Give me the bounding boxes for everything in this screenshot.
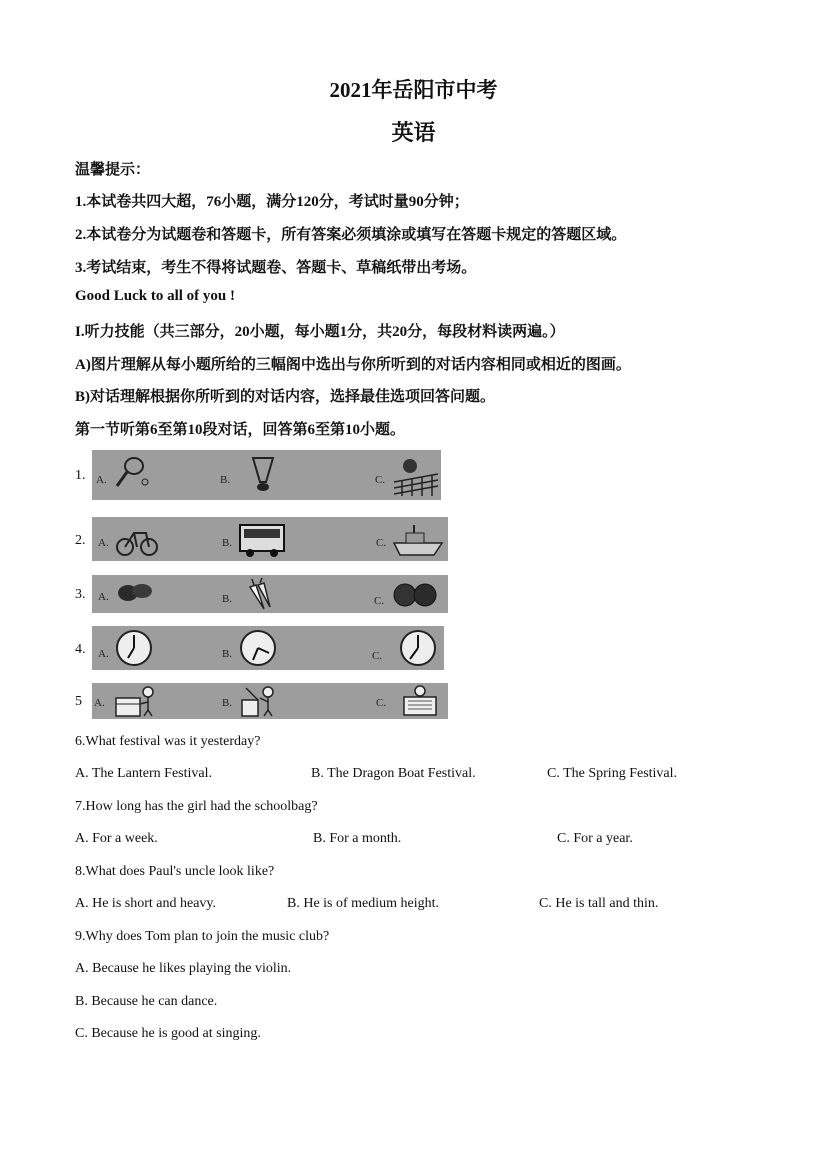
picture-question-number: 1.	[75, 468, 86, 483]
answer-option: B. Because he can dance.	[75, 994, 218, 1009]
picture-strip-1	[92, 450, 441, 500]
part-a-instructions: A)图片理解从每小题所给的三幅阁中选出与你所听到的对话内容相同或相近的图画。	[75, 357, 631, 373]
playing-piano-icon	[114, 684, 156, 718]
picture-question-number: 3.	[75, 587, 86, 602]
reading-newspaper-icon	[398, 684, 442, 718]
option-label: A.	[94, 697, 105, 709]
option-label: C.	[372, 650, 383, 662]
answer-option: B. The Dragon Boat Festival.	[311, 766, 476, 781]
part-b-instructions: B)对话理解根据你所听到的对话内容，选择最佳选项回答问题。	[75, 389, 496, 405]
option-label: A.	[98, 648, 109, 660]
question-stem: 9.Why does Tom plan to join the music club?	[75, 929, 330, 944]
carrots-icon	[242, 577, 276, 611]
playing-violin-icon	[240, 684, 280, 718]
ship-icon	[392, 521, 444, 559]
question-stem: 6.What festival was it yesterday?	[75, 734, 261, 749]
option-label: B.	[220, 474, 231, 486]
clock-icon	[398, 628, 438, 668]
option-label: C.	[376, 697, 387, 709]
note-item: 1.本试卷共四大超，76小题，满分120分，考试时量90分钟；	[75, 194, 469, 210]
picture-strip-4	[92, 626, 444, 670]
note-item: 3.考试结束，考生不得将试题卷、答题卡、草稿纸带出考场。	[75, 260, 477, 276]
answer-option: C. Because he is good at singing.	[75, 1026, 261, 1041]
question-stem: 8.What does Paul's uncle look like?	[75, 864, 275, 879]
potatoes-icon	[116, 577, 156, 609]
picture-strip-5	[92, 683, 448, 719]
section-heading: I.听力技能（共三部分，20小题，每小题1分，共20分，每段材料读两遍。）	[75, 324, 565, 340]
picture-question-number: 5	[75, 694, 82, 709]
answer-option: C. The Spring Festival.	[547, 766, 678, 781]
shuttlecock-icon	[248, 454, 278, 494]
option-label: B.	[222, 537, 233, 549]
option-label: A.	[98, 537, 109, 549]
option-label: B.	[222, 648, 233, 660]
option-label: A.	[96, 474, 107, 486]
answer-option: A. The Lantern Festival.	[75, 766, 212, 781]
exam-title: 2021年岳阳市中考	[329, 78, 498, 102]
picture-strip-2	[92, 517, 448, 561]
subsection-instructions: 第一节听第6至第10段对话，回答第6至第10小题。	[75, 422, 406, 438]
volleyball-net-icon	[392, 452, 440, 498]
tomatoes-icon	[392, 577, 438, 611]
exam-subject: 英语	[391, 120, 436, 145]
question-stem: 7.How long has the girl had the schoolbag?	[75, 799, 318, 814]
picture-question-number: 2.	[75, 533, 86, 548]
notes-heading: 温馨提示：	[75, 162, 151, 178]
option-label: B.	[222, 593, 233, 605]
clock-icon	[238, 628, 278, 668]
good-luck-text: Good Luck to all of you !	[75, 288, 236, 304]
option-label: A.	[98, 591, 109, 603]
answer-option: B. He is of medium height.	[287, 896, 440, 911]
option-label: C.	[374, 595, 385, 607]
clock-icon	[114, 628, 154, 668]
option-label: B.	[222, 697, 233, 709]
bicycle-icon	[116, 519, 158, 559]
answer-option: A. Because he likes playing the violin.	[75, 961, 292, 976]
bus-icon	[238, 519, 288, 559]
answer-option: C. He is tall and thin.	[539, 896, 659, 911]
picture-question-number: 4.	[75, 642, 86, 657]
option-label: C.	[375, 474, 386, 486]
picture-strip-3	[92, 575, 448, 613]
answer-option: A. He is short and heavy.	[75, 896, 217, 911]
option-label: C.	[376, 537, 387, 549]
answer-option: C. For a year.	[557, 831, 633, 846]
note-item: 2.本试卷分为试题卷和答题卡，所有答案必须填涂或填写在答题卡规定的答题区域。	[75, 227, 627, 243]
tennis-racket-icon	[112, 454, 152, 494]
answer-option: B. For a month.	[313, 831, 402, 846]
answer-option: A. For a week.	[75, 831, 158, 846]
